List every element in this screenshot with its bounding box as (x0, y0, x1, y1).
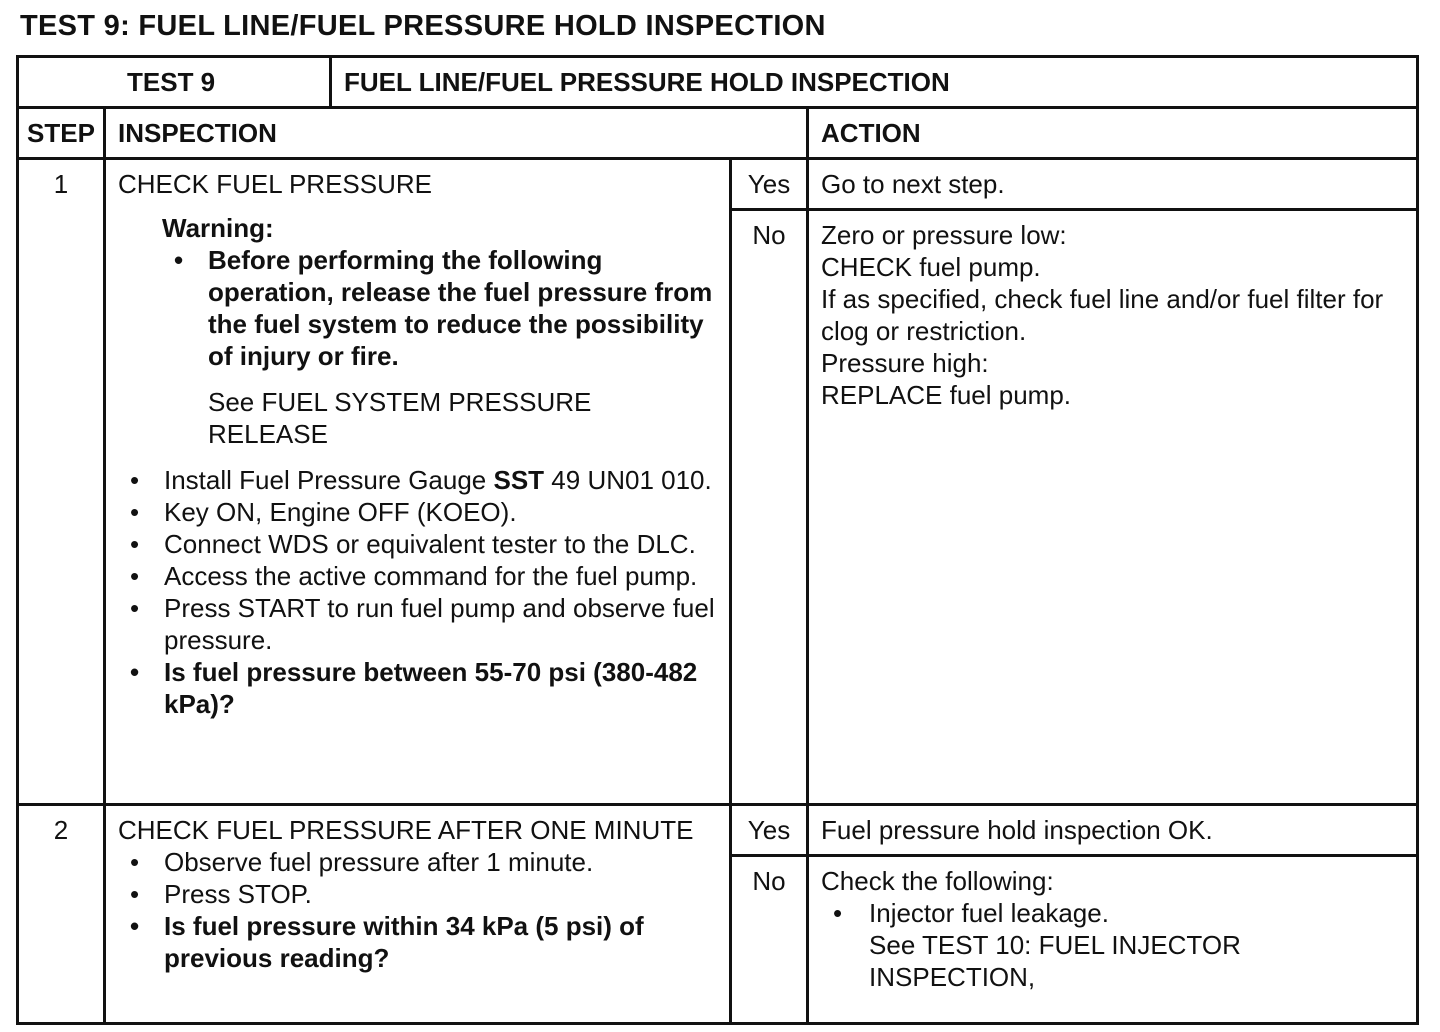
step-1-item-5: • Press START to run fuel pump and observe fuel pressure. (118, 592, 717, 656)
inspection-column-header: INSPECTION (105, 108, 808, 159)
step-1-yes-label: Yes (731, 159, 808, 210)
warning-label: Warning: (162, 213, 274, 243)
step-1-no-action (808, 210, 1418, 805)
step-1-yes-action: Go to next step. (808, 159, 1418, 210)
page-title: TEST 9: FUEL LINE/FUEL PRESSURE HOLD INSPECTION (20, 10, 826, 42)
test-label: TEST 9 (18, 57, 331, 108)
step-2-yes-action: Fuel pressure hold inspection OK. (808, 804, 1418, 855)
step-1-title: CHECK FUEL PRESSURE (118, 169, 432, 199)
step-column-header: STEP (18, 108, 105, 159)
step-2-number: 2 (18, 804, 105, 1023)
step-2-title: CHECK FUEL PRESSURE AFTER ONE MINUTE (118, 814, 694, 845)
step-1-item-2: • Key ON, Engine OFF (KOEO). (118, 496, 717, 528)
step-2-item-1: • Observe fuel pressure after 1 minute. (118, 846, 717, 878)
no-action-see: See TEST 10: FUEL INJECTOR INSPECTION, (869, 929, 1241, 992)
step-2-question: • Is fuel pressure within 34 kPa (5 psi) of previous reading? (118, 910, 717, 974)
no-action-intro: Check the following: (821, 865, 1054, 896)
no-action-line: Zero or pressure low: (821, 220, 1067, 250)
no-action-line: Pressure high: (821, 348, 989, 378)
test-title: FUEL LINE/FUEL PRESSURE HOLD INSPECTION (331, 57, 1418, 108)
step-1-row (18, 159, 1418, 210)
no-action-line: CHECK fuel pump. (821, 252, 1041, 282)
step-1-bullet-list (118, 464, 717, 720)
step-2-bullet-list (118, 846, 717, 974)
step-1-no-label: No (731, 210, 808, 805)
step-1-item-1: • Install Fuel Pressure Gauge SST 49 UN01 010. (118, 464, 717, 496)
step-2-item-2: • Press STOP. (118, 878, 717, 910)
step-1-warning (118, 212, 717, 372)
step-2-no-label: No (731, 855, 808, 1023)
no-action-item: • Injector fuel leakage. See TEST 10: FUEL INJECTOR INSPECTION, (821, 897, 1404, 993)
step-2-inspection (105, 804, 731, 1023)
step-2-row (18, 804, 1418, 855)
no-action-line: If as specified, check fuel line and/or fuel filter for clog or restriction. (821, 284, 1384, 346)
warning-item: • Before performing the following operation, release the fuel pressure from the fuel system to reduce the possibility of injury or fire. (162, 244, 717, 372)
procedure-table (16, 55, 1419, 1025)
step-1-item-3: • Connect WDS or equivalent tester to the DLC. (118, 528, 717, 560)
action-column-header: ACTION (808, 108, 1418, 159)
see-reference: See FUEL SYSTEM PRESSURE RELEASE (208, 387, 592, 449)
step-2-no-action (808, 855, 1418, 1023)
step-1-item-4: • Access the active command for the fuel pump. (118, 560, 717, 592)
no-action-line: REPLACE fuel pump. (821, 380, 1072, 410)
step-1-question: • Is fuel pressure between 55-70 psi (380-482 kPa)? (118, 656, 717, 720)
step-2-yes-label: Yes (731, 804, 808, 855)
step-1-inspection (105, 159, 731, 805)
step-1-number: 1 (18, 159, 105, 805)
